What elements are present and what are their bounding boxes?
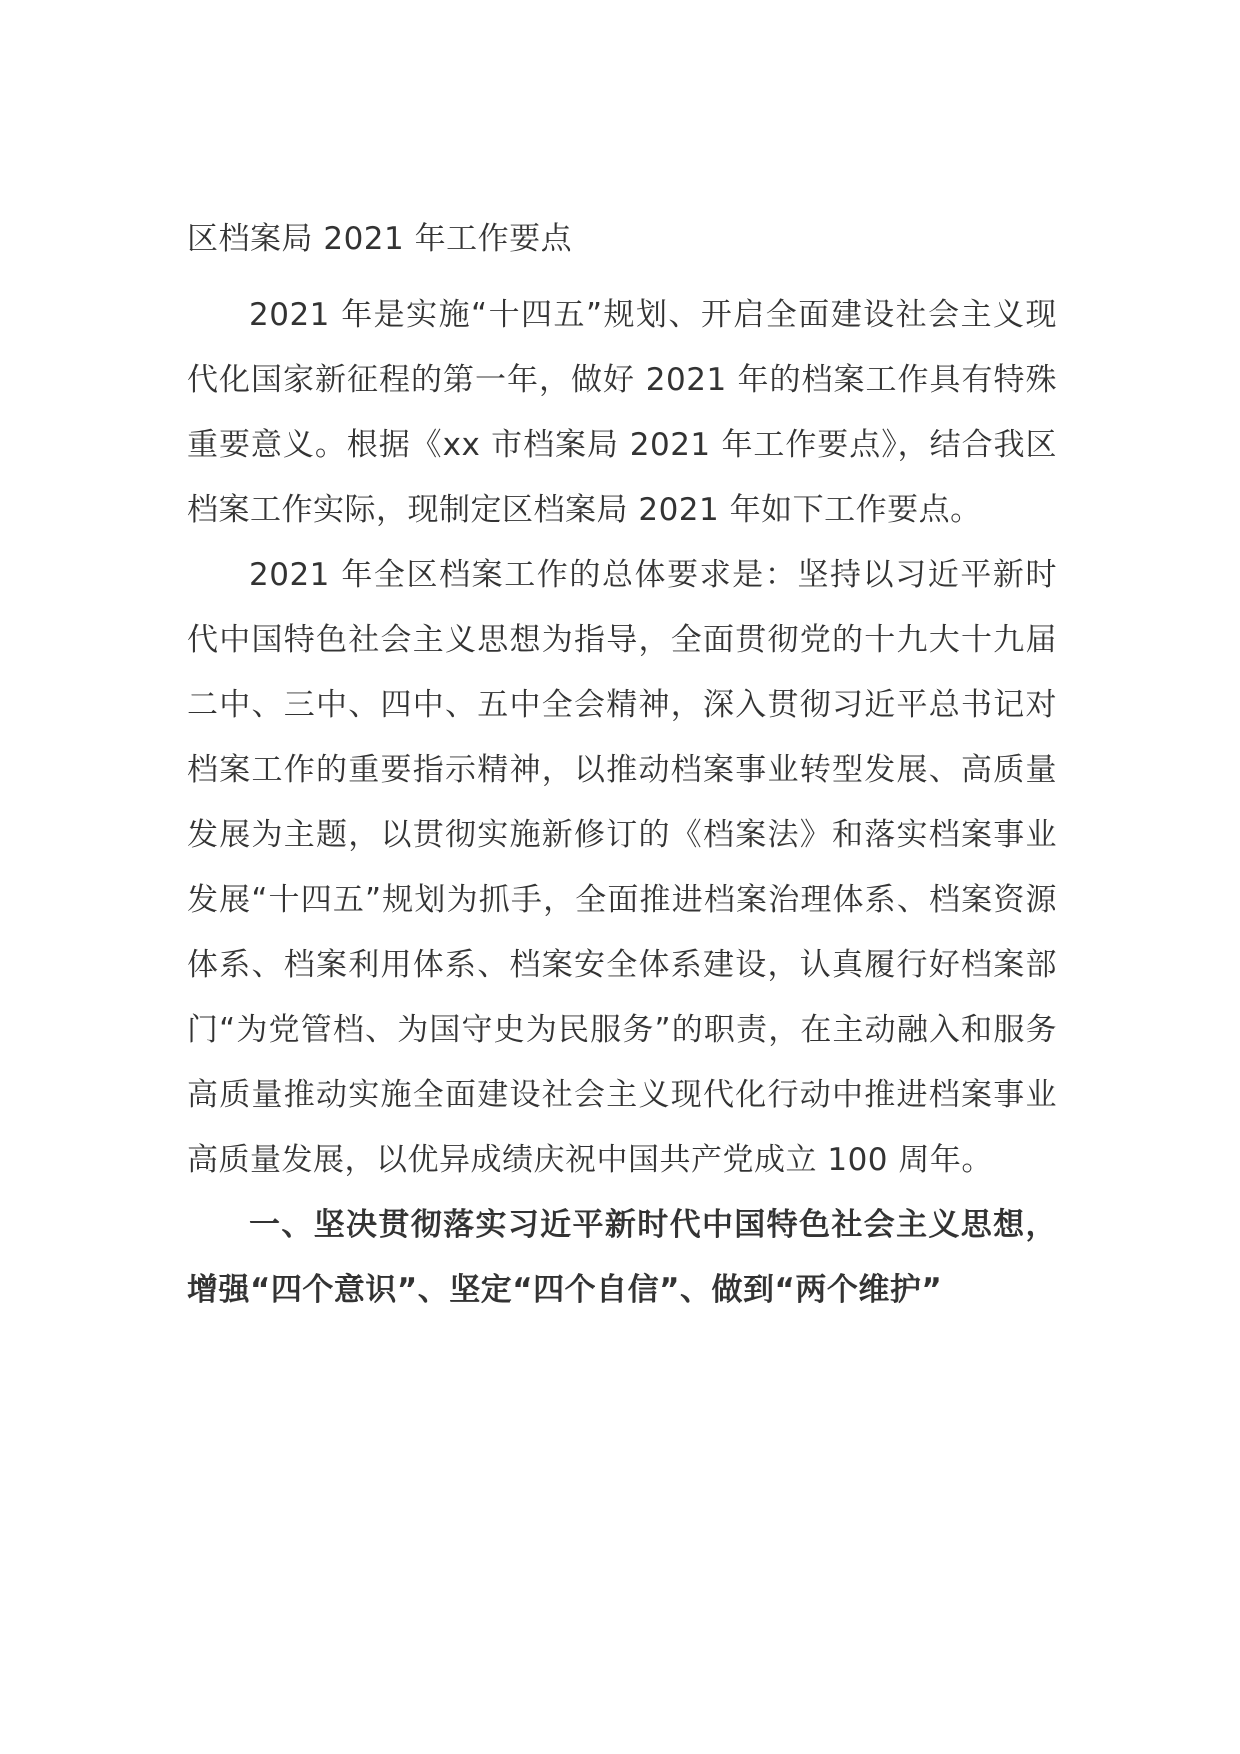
document-body xyxy=(187,215,1057,1323)
requirements-paragraph: 2021 年全区档案工作的总体要求是：坚持以习近平新时代中国特色社会主义思想为指导，全面贯彻党的十九大十九届二中、三中、四中、五中全会精神，深入贯彻习近平总书记对档案工作的重要指示精神，以推动档案事业转型发展、高质量发展为主题，以贯彻实施新修订的《档案法》和落实档案事业发展“十四五”规划为抓手，全面推进档案治理体系、档案资源体系、档案利用体系、档案安全体系建设，认真履行好档案部门“为党管档、为国守史为民服务”的职责，在主动融入和服务高质量推动实施全面建设社会主义现代化行动中推进档案事业高质量发展，以优异成绩庆祝中国共产党成立 100 周年。 xyxy=(187,557,1057,1178)
section-heading-1: 一、坚决贯彻落实习近平新时代中国特色社会主义思想，增强“四个意识”、坚定“四个自信”、做到“两个维护” xyxy=(187,1207,1057,1308)
intro-paragraph: 2021 年是实施“十四五”规划、开启全面建设社会主义现代化国家新征程的第一年，做好 2021 年的档案工作具有特殊重要意义。根据《xx 市档案局 2021 年工作要点》，结合我区档案工作实际，现制定区档案局 2021 年如下工作要点。 xyxy=(187,297,1057,528)
document-title: 区档案局 2021 年工作要点 xyxy=(187,221,573,257)
